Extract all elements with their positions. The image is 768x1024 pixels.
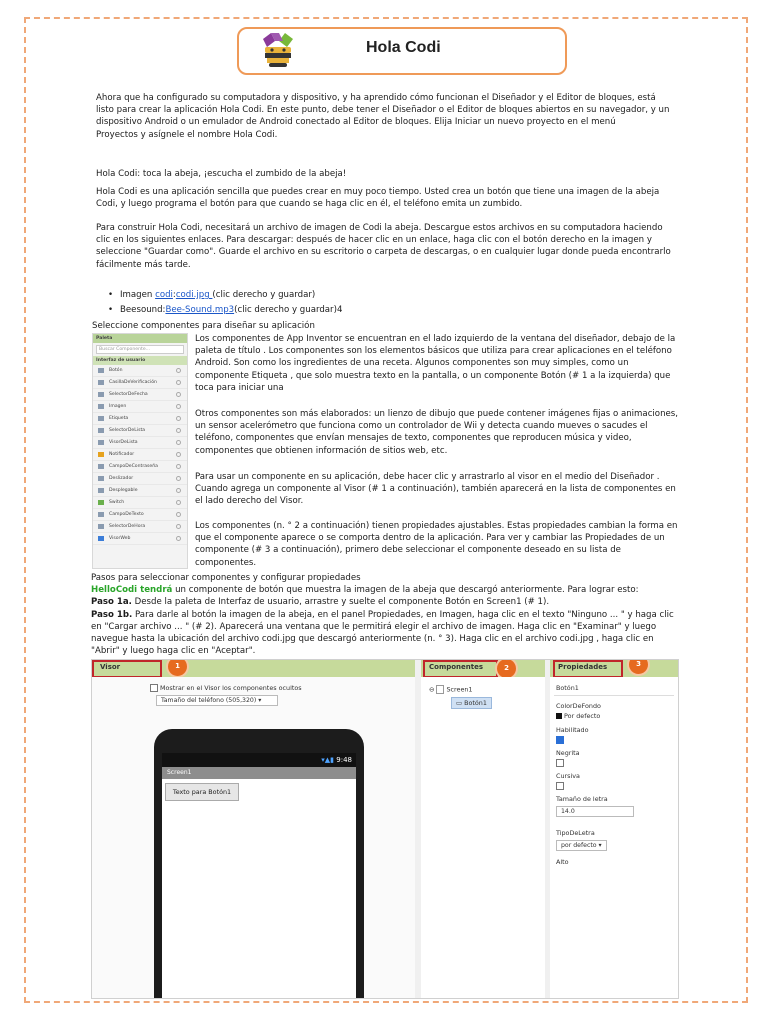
help-icon (176, 404, 181, 409)
separator-text: : (172, 290, 176, 300)
app-inventor-logo-icon (253, 31, 301, 73)
step-1a-text: Desde la paleta de Interfaz de usuario, arrastre y suelte el componente Botón en Screen1 (# 1). (131, 597, 550, 608)
intro-p1b-text: Proyectos y asígnele el nombre Hola Codi. (96, 129, 278, 140)
screen-icon (436, 685, 444, 694)
components-label: Componentes (429, 663, 484, 671)
intro-paragraph-3: Hola Codi es una aplicación sencilla que puedes crear en muy poco tiempo. Usted crea un botón que tiene una imagen de la abeja Codi, y luego programa el botón para que cuando se haga clic en él, el teléfono emita un zumbido. (96, 187, 660, 210)
hello-codi-line (91, 584, 681, 596)
font-size-input[interactable]: 14.0 (556, 806, 634, 817)
help-icon (176, 464, 181, 469)
divider (554, 695, 674, 696)
sound-hint: (clic derecho y guardar)4 (234, 305, 343, 316)
component-icon (98, 404, 104, 409)
prop-cursiva-label: Cursiva (556, 772, 580, 780)
image-label: Imagen (120, 290, 156, 300)
tree-screen-label: Screen1 (446, 685, 473, 694)
palette-item: Switch (93, 497, 187, 509)
properties-label: Propiedades (558, 663, 608, 671)
component-icon (98, 500, 104, 505)
help-icon (176, 476, 181, 481)
codi-jpg-link[interactable]: codi.jpg (175, 290, 213, 300)
component-icon (98, 380, 104, 385)
component-icon (98, 428, 104, 433)
intro-paragraph-4: Para construir Hola Codi, necesitará un archivo de imagen de Codi la abeja. Descargue estos archivos en su computadora haciendo clic en los siguientes enlaces. Para descargar: después de hacer clic en un enlace, haga clic con el botón derecho en la imagen y seleccione "Guardar como". Guarde el archivo en su escritorio o carpeta de descargas, o en cualquier lugar donde pueda encontrarlo fácilmente más tarde. (96, 223, 671, 270)
phone-size-value: Tamaño del teléfono (505,320) (161, 697, 257, 704)
badge-2: 2 (497, 659, 516, 678)
prop-tamano-label: Tamaño de letra (556, 795, 608, 803)
components-highlight (423, 660, 498, 678)
help-icon (176, 452, 181, 457)
palette-item: CasillaDeVerificación (93, 377, 187, 389)
step-1b (91, 609, 681, 658)
tree-screen1[interactable] (429, 685, 473, 694)
components-paragraph-4: Los componentes (n. ° 2 a continuación) tienen propiedades ajustables. Estas propiedades cambian la forma en que el componente aparece o se comporta dentro de la aplicación. Para ver y cambiar las Propiedades de un componente (# 3 a continuación), primero debe seleccionar el componente deseado en su lista de componentes. (195, 521, 678, 568)
palette-item: SelectorDeLista (93, 425, 187, 437)
palette-search: Buscar Componente... (96, 345, 184, 354)
visor-label: Visor (100, 663, 121, 671)
palette-item: Desplegable (93, 485, 187, 497)
status-bar (162, 753, 356, 767)
colorfondo-value-text: Por defecto (564, 712, 601, 720)
visor-highlight (92, 660, 162, 678)
help-icon (176, 428, 181, 433)
codi-link[interactable]: codi (155, 290, 173, 300)
intro-p1-text: Ahora que ha configurado su computadora y dispositivo, y ha aprendido cómo funcionan el Diseñador y el Editor de bloques, está listo para crear la aplicación Hola Codi. En este punto, debe tener el Diseñador o el Editor de bloques abiertos en su navegador, y un dispositivo Android o un emulador de Android conectado al Editor de bloques. Elija Iniciar un nuevo proyecto en el menú (96, 93, 670, 128)
palette-item: VisorDeLista (93, 437, 187, 449)
palette-header: Paleta (93, 334, 187, 343)
help-icon (176, 488, 181, 493)
screen-title-bar: Screen1 (162, 767, 356, 779)
components-paragraph-2: Otros componentes son más elaborados: un lienzo de dibujo que puede contener imágenes fijas o animaciones, un sensor acelerómetro que funciona como un controlador de Wii y detecta cuando mueves o sacudes el teléfono, componentes que envían mensajes de texto, componentes que reproducen música y video, componentes que obtienen información de sitios web, etc. (195, 409, 679, 456)
phone-screen (162, 753, 356, 999)
tree-button-label: Botón1 (464, 699, 487, 707)
bee-sound-link[interactable]: Bee-Sound.mp3 (165, 305, 235, 316)
step-1b-label: Paso 1b. (91, 609, 133, 620)
palette-item: CampoDeTexto (93, 509, 187, 521)
negrita-checkbox[interactable] (556, 759, 566, 767)
steps-block (91, 572, 681, 657)
checkbox-icon[interactable] (556, 759, 564, 767)
button-icon: ▭ (456, 699, 463, 707)
component-icon (98, 416, 104, 421)
checkbox-icon[interactable] (556, 782, 564, 790)
visor-panel (92, 677, 415, 999)
palette-item: Imagen (93, 401, 187, 413)
components-paragraph-3: Para usar un componente en su aplicación, debe hacer clic y arrastrarlo al visor en el medio del Diseñador . Cuando agrega un componente al Visor (# 1 a continuación), también aparecerá en la lista de componentes en el lado derecho del Visor. (195, 472, 676, 507)
help-icon (176, 416, 181, 421)
help-icon (176, 536, 181, 541)
step-1a-label: Paso 1a. (91, 597, 132, 608)
prop-alto-label: Alto (556, 858, 569, 866)
intro-paragraph-2: Hola Codi: toca la abeja, ¡escucha el zumbido de la abeja! (96, 169, 347, 179)
cursiva-checkbox[interactable] (556, 782, 566, 790)
font-type-select[interactable]: por defecto ▾ (556, 840, 607, 851)
help-icon (176, 524, 181, 529)
palette-item: Deslizador (93, 473, 187, 485)
show-hidden-row[interactable] (150, 684, 302, 692)
title-box (237, 27, 567, 75)
component-icon (98, 524, 104, 529)
color-swatch-icon (556, 713, 562, 719)
badge-1: 1 (168, 659, 187, 676)
palette-item: CampoDeContraseña (93, 461, 187, 473)
list-item (106, 304, 606, 316)
show-hidden-checkbox[interactable] (150, 684, 158, 692)
habilitado-checkbox[interactable] (556, 736, 566, 744)
prop-habilitado-label: Habilitado (556, 726, 589, 734)
properties-panel (550, 677, 679, 999)
components-panel (421, 677, 545, 999)
component-icon (98, 464, 104, 469)
show-hidden-label: Mostrar en el Visor los componentes ocultos (160, 684, 302, 692)
components-paragraph-1: Los componentes de App Inventor se encuentran en el lado izquierdo de la ventana del diseñador, debajo de la paleta de título . Los componentes son los elementos básicos que utiliza para crear aplicaciones en el teléfono Android. Son como los ingredientes de una receta. Algunos componentes son muy simples, como un componente Etiqueta , que solo muestra texto en la pantalla, o un componente Botón (# 1 a la izquierda) que toca para iniciar una (195, 334, 676, 393)
palette-screenshot (92, 333, 188, 569)
intro-paragraph-1 (96, 92, 672, 141)
page-title: Hola Codi (366, 39, 441, 56)
prop-component-name: Botón1 (556, 684, 579, 692)
component-icon (98, 368, 104, 373)
badge-3: 3 (629, 659, 648, 674)
component-icon (98, 440, 104, 445)
hello-codi-highlight: HelloCodi tendrá (91, 585, 173, 596)
help-icon (176, 500, 181, 505)
prop-colorfondo-label: ColorDeFondo (556, 702, 601, 710)
palette-item: SelectorDeFecha (93, 389, 187, 401)
designer-screenshot (91, 659, 679, 999)
component-icon (98, 536, 104, 541)
font-type-value: por defecto (561, 842, 597, 849)
component-icon (98, 392, 104, 397)
steps-heading: Pasos para seleccionar componentes y configurar propiedades (91, 573, 361, 583)
step-1a (91, 596, 681, 608)
prop-tipo-label: TipoDeLetra (556, 829, 595, 837)
phone-mockup (154, 729, 364, 999)
phone-size-select[interactable]: Tamaño del teléfono (505,320) ▾ (156, 695, 278, 706)
component-icon (98, 476, 104, 481)
palette-item: Notificador (93, 449, 187, 461)
hello-codi-text: un componente de botón que muestra la imagen de la abeja que descargó anteriormente. Para lograr esto: (172, 585, 639, 596)
component-icon (98, 452, 104, 457)
component-icon (98, 512, 104, 517)
palette-item: Etiqueta (93, 413, 187, 425)
help-icon (176, 380, 181, 385)
help-icon (176, 392, 181, 397)
prop-colorfondo-value[interactable] (556, 712, 600, 720)
palette-item: Botón (93, 365, 187, 377)
sound-label: Beesound: (120, 305, 166, 316)
properties-highlight (553, 660, 623, 678)
palette-item: SelectorDeHora (93, 521, 187, 533)
component-icon (98, 488, 104, 493)
step-1b-text: Para darle al botón la imagen de la abeja, en el panel Propiedades, en Imagen, haga clic en el texto "Ninguno ... " y haga clic en "Cargar archivo ... " (# 2). Aparecerá una ventana que le permitirá elegir el archivo de imagen. Haga clic en "Examinar" y luego navegue hasta la ubicación del archivo codi.jpg que descargó anteriormente (n. ° 3). Haga clic en el archivo codi.jpg , haga clic en "Abrir" y luego haga clic en "Aceptar". (91, 609, 674, 657)
tree-button1[interactable] (451, 697, 492, 709)
image-hint: (clic derecho y guardar) (212, 290, 316, 300)
palette-section: Interfaz de usuario (93, 356, 187, 365)
status-time: 9:48 (336, 756, 352, 764)
list-item (106, 289, 606, 301)
help-icon (176, 512, 181, 517)
palette-item: VisorWeb (93, 533, 187, 545)
download-list (106, 289, 606, 316)
wifi-signal-icon: ▾▲▮ (321, 756, 337, 764)
collapse-icon[interactable]: ⊖ (429, 685, 435, 694)
help-icon (176, 368, 181, 373)
prop-negrita-label: Negrita (556, 749, 580, 757)
help-icon (176, 440, 181, 445)
checkbox-checked-icon[interactable] (556, 736, 564, 744)
phone-button-preview[interactable]: Texto para Botón1 (165, 783, 239, 801)
section-heading: Seleccione componentes para diseñar su aplicación (92, 321, 315, 331)
